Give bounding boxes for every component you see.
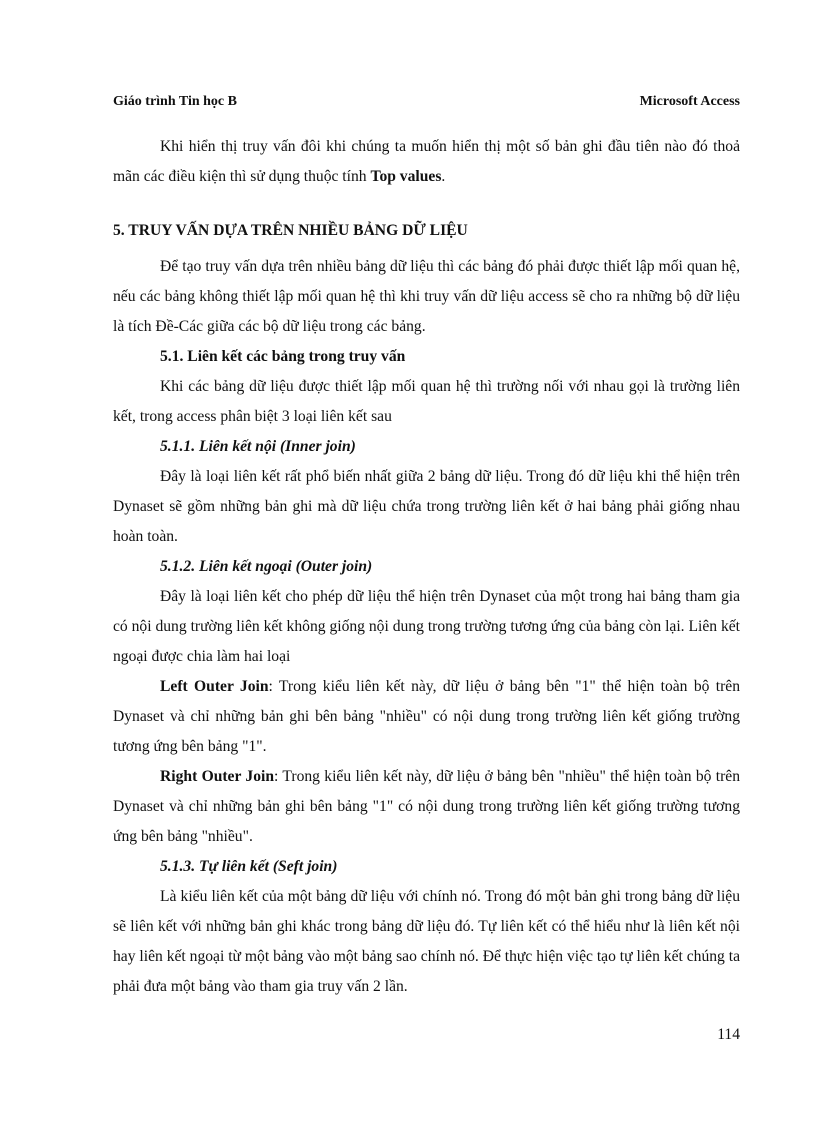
section-5-paragraph: Để tạo truy vấn dựa trên nhiều bảng dữ liệu thì các bảng đó phải được thiết lập mối quan hệ, nếu các bảng không thiết lập mối quan hệ thì khi truy vấn dữ liệu access sẽ cho ra những bộ dữ liệu là tích Đề-Các giữa các bộ dữ liệu trong các bảng.	[113, 258, 740, 335]
section-5-1-3-title: 5.1.3. Tự liên kết (Seft join)	[160, 858, 338, 875]
intro-text: Khi hiển thị truy vấn đôi khi chúng ta muốn hiển thị một số bản ghi đầu tiên nào đó thoả mãn các điều kiện thì sử dụng thuộc tính	[113, 138, 740, 185]
page-number: 114	[717, 1026, 740, 1043]
section-5-1-title: 5.1. Liên kết các bảng trong truy vấn	[160, 348, 406, 365]
right-outer-join-label: Right Outer Join	[160, 768, 275, 785]
right-outer-join-paragraph	[113, 762, 740, 852]
intro-bold: Top values	[370, 168, 442, 185]
section-5-title: 5. TRUY VẤN DỰA TRÊN NHIỀU BẢNG DỮ LIỆU	[113, 222, 468, 239]
section-5-1-paragraph: Khi các bảng dữ liệu được thiết lập mối quan hệ thì trường nối với nhau gọi là trường liên kết, trong access phân biệt 3 loại liên kết sau	[113, 378, 740, 425]
section-5-1-1-paragraph: Đây là loại liên kết rất phổ biến nhất giữa 2 bảng dữ liệu. Trong đó dữ liệu khi thể hiện trên Dynaset sẽ gồm những bản ghi mà dữ liệu chứa trong trường liên kết ở hai bảng phải giống nhau hoàn toàn.	[113, 468, 740, 545]
section-5-1-2-paragraph: Đây là loại liên kết cho phép dữ liệu thể hiện trên Dynaset của một trong hai bảng tham gia có nội dung trường liên kết không giống nội dung trong trường tương ứng của bảng còn lại. Liên kết ngoại được chia làm hai loại	[113, 588, 740, 665]
left-outer-join-paragraph	[113, 672, 740, 762]
intro-paragraph	[113, 132, 740, 192]
page-content	[113, 132, 740, 1002]
section-5-1-2-title: 5.1.2. Liên kết ngoại (Outer join)	[160, 558, 373, 575]
left-outer-join-text: : Trong kiểu liên kết này, dữ liệu ở bảng bên "1" thể hiện toàn bộ trên Dynaset và chỉ những bản ghi bên bảng "nhiều" có nội dung trong trường liên kết giống trường tương ứng bên bảng "1".	[113, 678, 740, 755]
left-outer-join-label: Left Outer Join	[160, 678, 269, 695]
section-5-1-3-paragraph: Là kiểu liên kết của một bảng dữ liệu với chính nó. Trong đó một bản ghi trong bảng dữ liệu sẽ liên kết với những bản ghi khác trong bảng dữ liệu đó. Tự liên kết có thể hiểu như là liên kết nội hay liên kết ngoại từ một bảng vào một bảng sao chính nó. Để thực hiện việc tạo tự liên kết chúng ta phải đưa một bảng vào tham gia truy vấn 2 lần.	[113, 888, 740, 995]
intro-end: .	[441, 168, 446, 185]
section-5-1-1-title: 5.1.1. Liên kết nội (Inner join)	[160, 438, 356, 455]
right-outer-join-text: : Trong kiểu liên kết này, dữ liệu ở bảng bên "nhiều" thể hiện toàn bộ trên Dynaset và chỉ những bản ghi bên bảng "1" có nội dung trong trường liên kết giống trường tương ứng bên bảng "nhiều".	[113, 768, 740, 845]
header-left: Giáo trình Tin học B	[113, 94, 237, 109]
header-right: Microsoft Access	[639, 94, 740, 109]
